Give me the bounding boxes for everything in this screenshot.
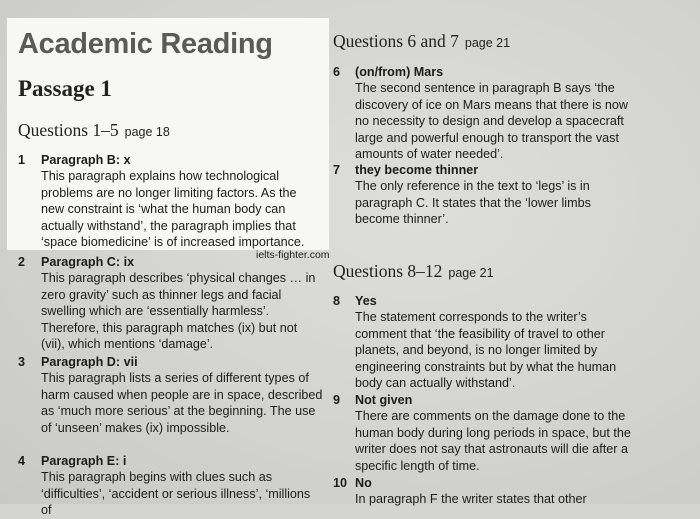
page-title: Academic Reading bbox=[18, 28, 273, 60]
answer-item-10 bbox=[333, 475, 633, 508]
section-heading-q6-7 bbox=[333, 31, 510, 52]
explanation-text: This paragraph describes ‘physical changes … in zero gravity’ such as thinner legs and facial swelling which are ‘essentially harmless’. Therefore, this paragraph matches (ix) but not (vii), which mentions ‘damage’. bbox=[41, 271, 316, 352]
section-heading-label: Questions 1–5 bbox=[18, 120, 119, 140]
answer-label: Paragraph D: vii bbox=[41, 355, 138, 369]
answer-item-9 bbox=[333, 392, 633, 474]
answer-item-4 bbox=[18, 453, 323, 519]
explanation-text: The statement corresponds to the writer’s comment that ‘the feasibility of travel to other planets, and beyond, is no longer limited by engineering constraints but by what the human body can actually withstand’. bbox=[355, 310, 617, 391]
question-number: 10 bbox=[333, 476, 348, 490]
section-page-ref: page 18 bbox=[124, 125, 170, 139]
section-page-ref: page 21 bbox=[464, 36, 511, 50]
question-number: 2 bbox=[18, 255, 26, 269]
question-number: 7 bbox=[333, 163, 341, 177]
answer-item-8 bbox=[333, 293, 633, 391]
question-number: 4 bbox=[18, 454, 26, 468]
section-heading-q8-12 bbox=[333, 261, 494, 282]
answer-label: No bbox=[355, 476, 372, 490]
passage-title: Passage 1 bbox=[18, 76, 112, 101]
section-heading-q1-5 bbox=[18, 120, 170, 141]
answer-label: Paragraph B: x bbox=[41, 153, 131, 167]
explanation-text: This paragraph explains how technological problems are no longer limiting factors. As the new constraint is ‘what the human body can actually withstand’, the paragraph implies that ‘space biomedicine’ is of increased importance. bbox=[41, 169, 305, 250]
explanation-text: The only reference in the text to ‘legs’ is in paragraph C. It states that the ‘lower limbs become thinner’. bbox=[355, 179, 591, 227]
answer-item-1 bbox=[18, 152, 318, 250]
answer-item-2 bbox=[18, 254, 323, 352]
explanation-text: This paragraph begins with clues such as ‘difficulties’, ‘accident or serious illness’, ‘millions of bbox=[41, 470, 311, 518]
question-number: 1 bbox=[18, 153, 26, 167]
explanation-text: In paragraph F the writer states that other bbox=[355, 492, 587, 507]
answer-label: Yes bbox=[355, 294, 377, 308]
explanation-text: This paragraph lists a series of different types of harm caused when people are in space, described as ‘much more serious’ at the beginning. The use of ‘unseen’ makes (ix) impossible. bbox=[41, 371, 323, 435]
question-number: 3 bbox=[18, 355, 26, 369]
section-heading-label: Questions 8–12 bbox=[333, 261, 443, 281]
answer-label: Paragraph E: i bbox=[41, 454, 127, 468]
watermark-text: ielts-fighter.com bbox=[256, 249, 330, 261]
explanation-text: The second sentence in paragraph B says ‘the discovery of ice on Mars means that there is now no necessity to design and develop a spacecraft large and powerful enough to transport the vast amounts of water needed’. bbox=[355, 81, 628, 162]
explanation-text: There are comments on the damage done to the human body during long periods in space, but the writer does not say that astronauts will die after a specific length of time. bbox=[355, 409, 631, 473]
answer-item-3 bbox=[18, 354, 323, 436]
answer-label: they become thinner bbox=[355, 163, 479, 177]
answer-item-7 bbox=[333, 162, 633, 228]
question-number: 8 bbox=[333, 294, 341, 308]
question-number: 9 bbox=[333, 393, 341, 407]
answer-label: (on/from) Mars bbox=[355, 65, 444, 79]
answer-label: Paragraph C: ix bbox=[41, 255, 135, 269]
answer-label: Not given bbox=[355, 393, 413, 407]
section-page-ref: page 21 bbox=[448, 266, 494, 280]
question-number: 6 bbox=[333, 65, 341, 79]
section-heading-label: Questions 6 and 7 bbox=[333, 31, 459, 51]
answer-item-6 bbox=[333, 64, 633, 162]
